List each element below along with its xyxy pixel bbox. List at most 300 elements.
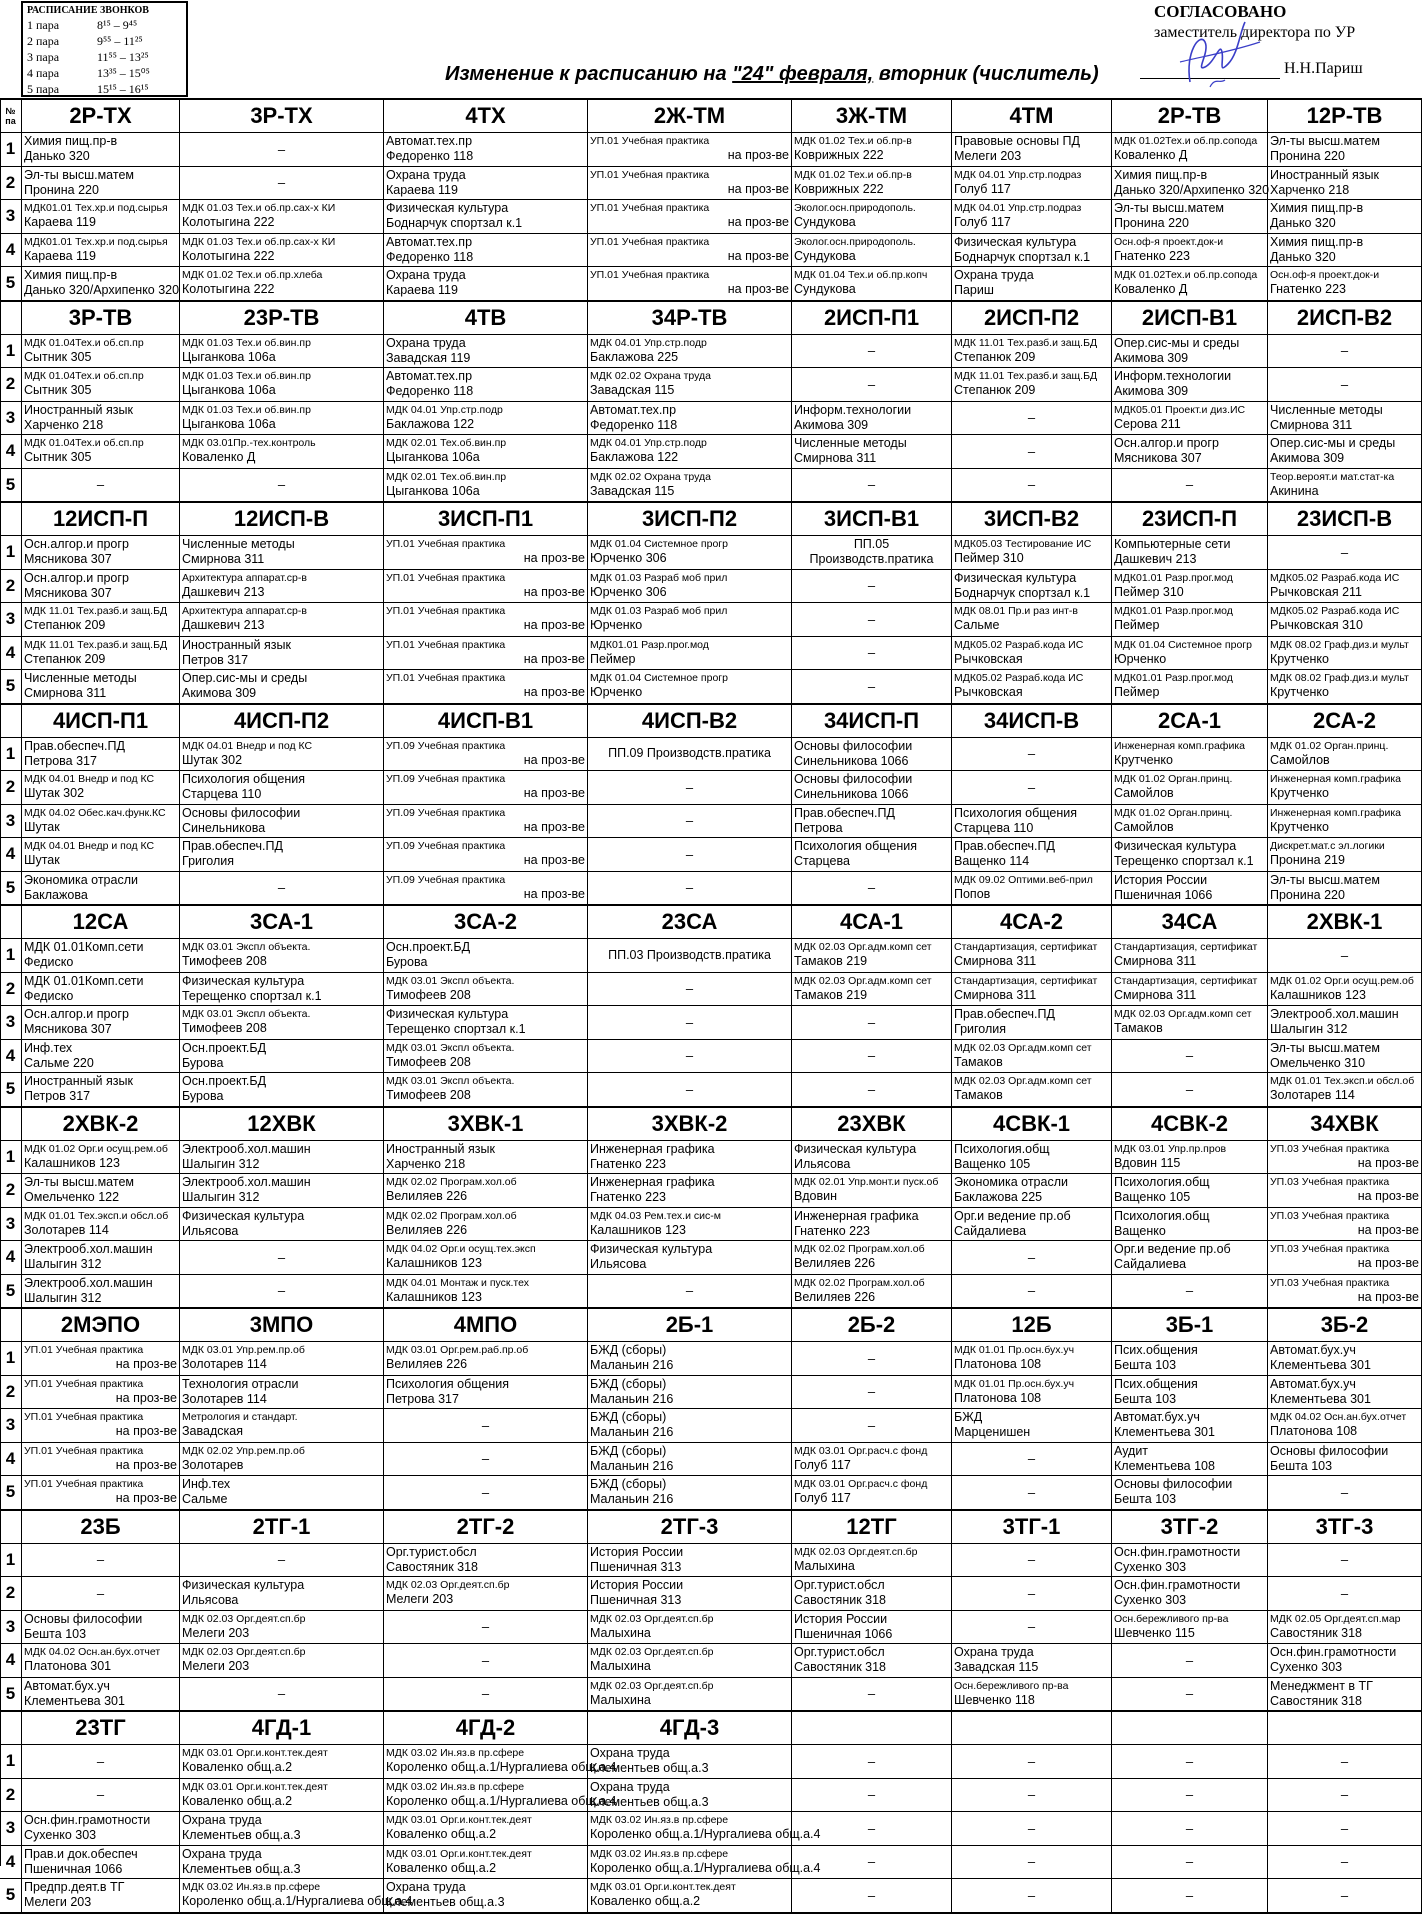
- pair-row: [0, 1341, 1422, 1375]
- lesson-cell: [952, 1476, 1112, 1509]
- teacher-room: Малыхина: [590, 1625, 651, 1640]
- teacher-room: Коваленко общ.а.2: [386, 1827, 497, 1842]
- subject-name: Правовые основы ПД: [954, 134, 1080, 149]
- teacher-room: Бешта 103: [1270, 1458, 1333, 1473]
- lesson-cell: [588, 167, 792, 200]
- lesson-cell: [180, 1376, 384, 1409]
- lesson-cell: [952, 1241, 1112, 1274]
- subject-name: Основы философии: [1270, 1443, 1389, 1458]
- empty-mark: –: [867, 880, 876, 896]
- lesson-cell: [792, 1443, 952, 1476]
- pair-row: [0, 367, 1422, 401]
- subject-name: Прав.обеспеч.ПД: [24, 738, 125, 753]
- lesson-cell: [1268, 1006, 1422, 1039]
- subject-name: Физическая культура: [386, 1007, 509, 1022]
- teacher-room: Тамаков: [954, 1088, 1003, 1103]
- subject-name: Технология отрасли: [182, 1376, 299, 1391]
- teacher-room: Смирнова 311: [1114, 987, 1197, 1002]
- lesson-cell: [22, 1376, 180, 1409]
- lesson-cell: [22, 1745, 180, 1778]
- pair-number: 5: [0, 1275, 22, 1308]
- lesson-cell: [384, 1073, 588, 1106]
- lesson-cell: [384, 973, 588, 1006]
- subject-name: МДК 02.03 Орг.деят.сп.бр: [386, 1579, 510, 1592]
- pair-number: 4: [0, 637, 22, 670]
- pair-row: [0, 602, 1422, 636]
- empty-mark: –: [481, 1451, 490, 1467]
- lesson-cell: [180, 1174, 384, 1207]
- teacher-room: Савостяник 318: [794, 1593, 886, 1608]
- lesson-cell: [792, 973, 952, 1006]
- lesson-cell: [384, 1812, 588, 1845]
- empty-mark: –: [1340, 1820, 1349, 1836]
- teacher-room: Тамаков: [954, 1054, 1003, 1069]
- subject-name: БЖД (сборы): [590, 1443, 667, 1458]
- group-name: 4СВК-1: [952, 1108, 1112, 1140]
- teacher-room: Коваленко Д: [1114, 282, 1188, 297]
- pair-number: 3: [0, 402, 22, 435]
- lesson-cell: [588, 435, 792, 468]
- teacher-room: Ващенко 114: [954, 854, 1030, 869]
- lesson-cell: [792, 603, 952, 636]
- lesson-cell: [384, 738, 588, 771]
- bell-schedule-box: [21, 1, 188, 97]
- teacher-room: Сухенко 303: [1270, 1660, 1343, 1675]
- teacher-room: Сухенко 303: [1114, 1559, 1187, 1574]
- lesson-cell: [180, 1040, 384, 1073]
- group-name: 23Б: [22, 1511, 180, 1543]
- teacher-room: на проз-ве: [1357, 1256, 1419, 1271]
- teacher-room: Шевченко 118: [954, 1692, 1035, 1707]
- empty-mark: –: [1027, 443, 1036, 459]
- pair-number: 3: [0, 1611, 22, 1644]
- teacher-room: Смирнова 311: [182, 552, 265, 567]
- teacher-room: Степанюк 209: [954, 349, 1036, 364]
- pair-number: 5: [0, 670, 22, 703]
- teacher-room: Короленко общ.а.1/Нургалиева общ.а.4: [590, 1860, 821, 1875]
- lesson-cell: [180, 973, 384, 1006]
- subject-name: УП.09 Учебная практика: [386, 773, 506, 786]
- lesson-cell: [952, 1812, 1112, 1845]
- subject-name: МДК 08.02 Граф.диз.и мульт: [1270, 638, 1409, 651]
- subject-name: МДК 11.01 Тех.разб.и защ.БД: [954, 336, 1098, 349]
- teacher-room: Степанюк 209: [954, 383, 1036, 398]
- lesson-cell: [1112, 133, 1268, 166]
- subject-name: Прав.обеспеч.ПД: [954, 839, 1055, 854]
- subject-name: МДК 08.02 Граф.диз.и мульт: [1270, 672, 1409, 685]
- row-number-header: [0, 100, 22, 132]
- group-name: [1268, 1712, 1422, 1744]
- lesson-cell: [180, 1846, 384, 1879]
- teacher-room: Цыганкова 106а: [182, 349, 276, 364]
- lesson-cell: [952, 838, 1112, 871]
- empty-mark: –: [867, 1820, 876, 1836]
- subject-name: МДК 03.01 Орг.рем.раб.пр.об: [386, 1344, 529, 1357]
- lesson-cell: [588, 738, 792, 771]
- group-name: 4ТВ: [384, 302, 588, 334]
- teacher-room: Юрченко 306: [590, 584, 667, 599]
- subject-name: УП.09 Учебная практика: [386, 739, 506, 752]
- lesson-cell: [384, 1879, 588, 1912]
- lesson-cell: [792, 1040, 952, 1073]
- group-name: 2Ж-ТМ: [588, 100, 792, 132]
- subject-name: МДК 03.02 Ин.яз.в пр.сфере: [386, 1747, 525, 1760]
- pair-row: [0, 1207, 1422, 1241]
- teacher-room: на проз-ве: [727, 248, 789, 263]
- lesson-cell: [588, 973, 792, 1006]
- subject-name: Физическая культура: [182, 1578, 305, 1593]
- subject-name: МДК 02.02 Програм.хол.об: [386, 1176, 517, 1189]
- subject-name: Осн.фин.грамотности: [1114, 1544, 1241, 1559]
- lesson-cell: [180, 1241, 384, 1274]
- subject-name: МДК 03.01 Упр.пр.пров: [1114, 1142, 1227, 1155]
- pair-row: [0, 1878, 1422, 1912]
- lesson-cell: [22, 1073, 180, 1106]
- group-name: 4ГД-2: [384, 1712, 588, 1744]
- subject-name: Информ.технологии: [794, 402, 912, 417]
- lesson-cell: [180, 570, 384, 603]
- empty-mark: –: [1185, 1753, 1194, 1769]
- lesson-cell: [588, 1208, 792, 1241]
- subject-name: МДК 04.01 Упр.стр.подр: [590, 336, 707, 349]
- group-name: 2ТГ-1: [180, 1511, 384, 1543]
- lesson-cell: [180, 1443, 384, 1476]
- subject-name: МДК05.03 Тестирование ИС: [954, 538, 1092, 551]
- lesson-cell: [22, 637, 180, 670]
- teacher-room: Гнатенко 223: [1114, 248, 1190, 263]
- empty-mark: –: [867, 1887, 876, 1903]
- group-name: 3СА-1: [180, 906, 384, 938]
- empty-mark: –: [1027, 1887, 1036, 1903]
- lesson-cell: [588, 771, 792, 804]
- lesson-cell: [792, 133, 952, 166]
- lesson-cell: [1112, 402, 1268, 435]
- lesson-cell: [384, 1174, 588, 1207]
- subject-name: МДК 01.03 Тех.и об.вин.пр: [182, 370, 311, 383]
- pair-row: [0, 871, 1422, 905]
- subject-name: Численные методы: [1270, 402, 1383, 417]
- lesson-cell: [180, 1745, 384, 1778]
- subject-name: Психология общения: [182, 772, 306, 787]
- lesson-cell: [588, 1275, 792, 1308]
- pair-row: [0, 1677, 1422, 1711]
- teacher-room: Ильясова: [590, 1257, 647, 1272]
- pair-number: 2: [0, 1779, 22, 1812]
- empty-mark: –: [867, 376, 876, 392]
- subject-name: Осн.проект.БД: [182, 1074, 267, 1089]
- lesson-cell: [1112, 838, 1268, 871]
- teacher-room: на проз-ве: [115, 1491, 177, 1506]
- subject-name: Электрооб.хол.машин: [1270, 1007, 1399, 1022]
- lesson-cell: [22, 771, 180, 804]
- teacher-room: Клементьев общ.а.3: [182, 1861, 301, 1876]
- teacher-room: на проз-ве: [727, 215, 789, 230]
- teacher-room: Коваленко общ.а.2: [590, 1894, 701, 1909]
- pair-number: 1: [0, 536, 22, 569]
- subject-name: МДК 01.04 Тех.и об.пр.копч: [794, 269, 928, 282]
- empty-mark: –: [867, 1350, 876, 1366]
- lesson-cell: [180, 1073, 384, 1106]
- teacher-room: Попов: [954, 886, 991, 901]
- teacher-room: на проз-ве: [115, 1390, 177, 1405]
- lesson-cell: [22, 1476, 180, 1509]
- lesson-cell: [1268, 1040, 1422, 1073]
- subject-name: Инженерная графика: [590, 1175, 715, 1190]
- teacher-room: Калашников 123: [386, 1289, 482, 1304]
- teacher-room: Савостяник 318: [1270, 1693, 1362, 1708]
- bell-pair: 4 пара: [27, 66, 60, 80]
- teacher-room: Старцева 110: [954, 820, 1034, 835]
- empty-mark: –: [1185, 1820, 1194, 1836]
- subject-name: Автомат.тех.пр: [590, 402, 677, 417]
- lesson-cell: [1112, 1342, 1268, 1375]
- row-number-header: [0, 302, 22, 334]
- lesson-cell: [180, 1208, 384, 1241]
- teacher-room: Данько 320/Архипенко 320: [24, 283, 180, 298]
- signature-image: [1160, 12, 1270, 98]
- subject-name: Иностранный язык: [1270, 167, 1379, 182]
- group-name: 2МЭПО: [22, 1309, 180, 1341]
- teacher-room: Коваленко Д: [1114, 148, 1188, 163]
- teacher-room: Харченко 218: [1270, 182, 1350, 197]
- teacher-room: Золотарев 114: [182, 1391, 267, 1406]
- teacher-room: Крутченко: [1270, 819, 1329, 834]
- group-name: 23ХВК: [792, 1108, 952, 1140]
- lesson-cell: [1268, 435, 1422, 468]
- teacher-room: Сальме: [182, 1492, 228, 1507]
- teacher-room: Крутченко: [1270, 786, 1329, 801]
- subject-name: Основы философии: [182, 805, 301, 820]
- teacher-room: Клементьева 108: [1114, 1458, 1215, 1473]
- empty-mark: –: [867, 611, 876, 627]
- subject-name: МДК 04.01 Упр.стр.подр: [590, 437, 707, 450]
- lesson-cell: [1268, 469, 1422, 502]
- subject-name: МДК 02.02 Охрана труда: [590, 470, 712, 483]
- lesson-cell: [384, 1443, 588, 1476]
- subject-name: УП.01 Учебная практика: [590, 269, 710, 282]
- subject-name: Автомат.бух.уч: [1270, 1343, 1356, 1358]
- lesson-cell: [952, 1577, 1112, 1610]
- teacher-room: Сундукова: [794, 215, 856, 230]
- pair-number: 5: [0, 1879, 22, 1912]
- subject-name: Охрана труда: [386, 1880, 466, 1895]
- lesson-cell: [1268, 637, 1422, 670]
- lesson-cell: [180, 1141, 384, 1174]
- lesson-cell: [180, 402, 384, 435]
- lesson-cell: [1268, 771, 1422, 804]
- empty-mark: –: [867, 678, 876, 694]
- lesson-cell: [1268, 1879, 1422, 1912]
- subject-name: МДК 01.04Тех.и об.сп.пр: [24, 336, 144, 349]
- subject-name: Химия пищ.пр-в: [24, 268, 118, 283]
- empty-mark: –: [867, 477, 876, 493]
- subject-name: Эл-ты высш.матем: [1114, 201, 1224, 216]
- subject-name: МДК 03.01Пр.-тех.контроль: [182, 437, 316, 450]
- pair-number: 1: [0, 1141, 22, 1174]
- lesson-cell: [588, 872, 792, 905]
- subject-name: МДК 01.04Тех.и об.сп.пр: [24, 370, 144, 383]
- lesson-cell: [180, 368, 384, 401]
- teacher-room: Петрова: [794, 820, 843, 835]
- lesson-cell: [1112, 1879, 1268, 1912]
- empty-mark: –: [277, 1283, 286, 1299]
- pair-number: 5: [0, 469, 22, 502]
- lesson-cell: [1112, 939, 1268, 972]
- empty-mark: –: [867, 1854, 876, 1870]
- lesson-cell: [22, 670, 180, 703]
- lesson-cell: [792, 1644, 952, 1677]
- lesson-cell: [952, 1409, 1112, 1442]
- teacher-room: Цыганкова 106а: [182, 383, 276, 398]
- group-header-row: [0, 98, 1422, 132]
- lesson-cell: [952, 771, 1112, 804]
- teacher-room: Пронина 220: [1270, 149, 1345, 164]
- subject-name: Осн.бережливого пр-ва: [1114, 1612, 1229, 1625]
- lesson-cell: [588, 200, 792, 233]
- teacher-room: Петров 317: [182, 652, 249, 667]
- subject-name: МДК 02.02 Програм.хол.об: [386, 1209, 517, 1222]
- pair-number: 2: [0, 1577, 22, 1610]
- subject-name: Основы философии: [1114, 1477, 1233, 1492]
- teacher-room: Маланьин 216: [590, 1458, 674, 1473]
- teacher-room: Золотарев 114: [182, 1357, 267, 1372]
- teacher-room: Гнатенко 223: [1270, 282, 1346, 297]
- lesson-cell: [22, 603, 180, 636]
- lesson-cell: [952, 670, 1112, 703]
- lesson-cell: [180, 603, 384, 636]
- teacher-room: Степанюк 209: [24, 618, 106, 633]
- subject-name: Охрана труда: [386, 268, 466, 283]
- group-header-row: [0, 501, 1422, 535]
- subject-name: Эл-ты высш.матем: [1270, 872, 1380, 887]
- subject-name: Численные методы: [182, 537, 295, 552]
- lesson-cell: [792, 838, 952, 871]
- subject-name: Иностранный язык: [24, 1074, 133, 1089]
- group-name: 12ИСП-П: [22, 503, 180, 535]
- lesson-cell: [1112, 335, 1268, 368]
- lesson-cell: [792, 1275, 952, 1308]
- lesson-cell: [1112, 805, 1268, 838]
- teacher-room: на проз-ве: [523, 819, 585, 834]
- teacher-room: Самойлов: [1270, 752, 1330, 767]
- empty-mark: –: [1340, 1585, 1349, 1601]
- approval-title: СОГЛАСОВАНО: [1154, 2, 1287, 21]
- lesson-cell: [384, 1409, 588, 1442]
- lesson-cell: [952, 1779, 1112, 1812]
- lesson-cell: [384, 570, 588, 603]
- lesson-cell: [180, 1577, 384, 1610]
- subject-name: УП.03 Учебная практика: [1270, 1276, 1390, 1289]
- teacher-room: Петрова 317: [24, 753, 97, 768]
- teacher-room: Савостяник 318: [794, 1660, 886, 1675]
- teacher-room: Крутченко: [1270, 651, 1329, 666]
- subject-name: Эл-ты высш.матем: [24, 1175, 134, 1190]
- subject-name: Осн.фин.грамотности: [1114, 1578, 1241, 1593]
- lesson-cell: [22, 1006, 180, 1039]
- pair-number: 4: [0, 1644, 22, 1677]
- subject-name: Эл-ты высш.матем: [1270, 134, 1380, 149]
- lesson-cell: [384, 167, 588, 200]
- subject-name: Химия пищ.пр-в: [24, 134, 118, 149]
- lesson-cell: [22, 133, 180, 166]
- empty-mark: –: [685, 813, 694, 829]
- teacher-room: Акимова 309: [1114, 384, 1189, 399]
- subject-name: Орг.турист.обсл: [794, 1645, 885, 1660]
- teacher-room: Баклажова: [24, 887, 88, 902]
- lesson-cell: [1268, 234, 1422, 267]
- subject-name: МДК 01.01 Тех.эксп.и обсл.об: [24, 1209, 169, 1222]
- teacher-room: Терещенко спортзал к.1: [182, 988, 322, 1003]
- lesson-cell: [952, 536, 1112, 569]
- teacher-room: Платонова 108: [1270, 1424, 1358, 1439]
- teacher-room: Золотарев: [182, 1457, 244, 1472]
- empty-mark: –: [1340, 947, 1349, 963]
- lesson-cell: [1112, 368, 1268, 401]
- lesson-cell: [952, 939, 1112, 972]
- teacher-room: Сундукова: [794, 282, 856, 297]
- lesson-cell: [180, 805, 384, 838]
- teacher-room: Мясникова 307: [24, 552, 112, 567]
- subject-name: Электрооб.хол.машин: [182, 1141, 311, 1156]
- lesson-cell: [1268, 1141, 1422, 1174]
- teacher-room: Караева 119: [24, 215, 96, 230]
- pair-number: 4: [0, 1241, 22, 1274]
- teacher-room: Велиляев 226: [386, 1222, 468, 1237]
- subject-name: УП.01 Учебная практика: [24, 1478, 144, 1491]
- group-name: 23Р-ТВ: [180, 302, 384, 334]
- lesson-cell: [384, 234, 588, 267]
- lesson-cell: [952, 234, 1112, 267]
- teacher-room: Пшеничная 1066: [1114, 887, 1213, 902]
- lesson-cell: [180, 200, 384, 233]
- subject-name: Компьютерные сети: [1114, 537, 1231, 552]
- subject-name: МДК 02.01 Упр.монт.и пуск.об: [794, 1176, 939, 1189]
- teacher-room: Самойлов: [1114, 786, 1174, 801]
- pair-number: 1: [0, 939, 22, 972]
- teacher-room: Пеймер 310: [1114, 584, 1184, 599]
- lesson-cell: [384, 536, 588, 569]
- lesson-cell: [22, 1241, 180, 1274]
- lesson-cell: [180, 1476, 384, 1509]
- teacher-room: на проз-ве: [115, 1457, 177, 1472]
- lesson-cell: [588, 1241, 792, 1274]
- lesson-cell: [384, 1846, 588, 1879]
- lesson-cell: [792, 1745, 952, 1778]
- lesson-cell: [22, 570, 180, 603]
- lesson-cell: [952, 1141, 1112, 1174]
- pair-row: [0, 132, 1422, 166]
- subject-name: МДК 01.02 Орг.и осущ.рем.об: [1270, 974, 1414, 987]
- lesson-cell: [792, 1174, 952, 1207]
- teacher-room: Вдовин 115: [1114, 1155, 1181, 1170]
- teacher-room: Завадская 119: [386, 350, 471, 365]
- group-name: 4ГД-1: [180, 1712, 384, 1744]
- lesson-cell: [180, 637, 384, 670]
- teacher-room: Омельченко 122: [24, 1190, 120, 1205]
- subject-name: МДК 04.02 Осн.ан.бух.отчет: [24, 1646, 161, 1659]
- group-header-row: [0, 300, 1422, 334]
- lesson-cell: [1112, 1745, 1268, 1778]
- group-name: 34СА: [1112, 906, 1268, 938]
- lesson-cell: [588, 670, 792, 703]
- teacher-room: Малыхина: [590, 1659, 651, 1674]
- empty-mark: –: [685, 1081, 694, 1097]
- lesson-cell: [22, 1342, 180, 1375]
- teacher-room: Калашников 123: [24, 1155, 120, 1170]
- group-name: 2ИСП-В2: [1268, 302, 1422, 334]
- teacher-room: Бурова: [182, 1089, 224, 1104]
- row-number-header: [0, 1309, 22, 1341]
